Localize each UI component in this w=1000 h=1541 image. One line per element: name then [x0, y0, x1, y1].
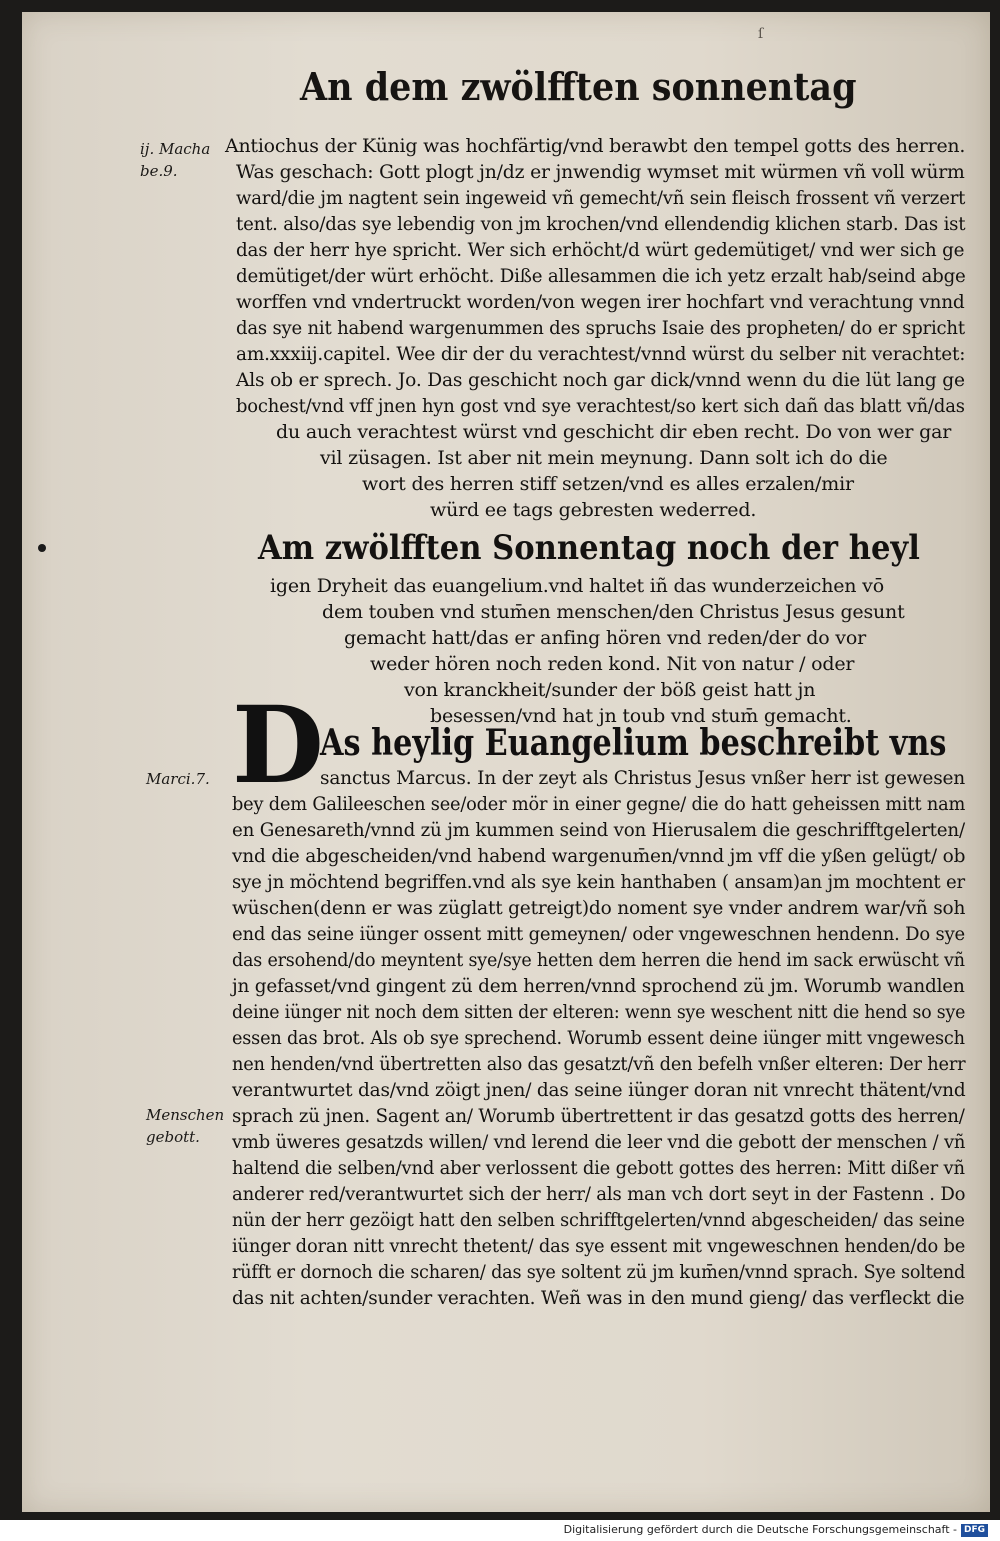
text-line: vmb üweres gesatzds willen/ vnd lerend die leer vnd die gebott der menschen / vñ: [232, 1131, 966, 1153]
text-line: vil züsagen. Ist aber nit mein meynung. Dann solt ich do die: [320, 447, 888, 469]
ink-dot: [38, 544, 46, 552]
text-line: sprach zü jnen. Sagent an/ Worumb übertrettent ir das gesatzd gotts des herren/: [232, 1105, 965, 1127]
text-line: Antiochus der Künig was hochfärtig/vnd berawbt den tempel gotts des herren.: [225, 135, 966, 157]
heading-line: gemacht hatt/das er anfing hören vnd reden/der do vor: [344, 627, 866, 649]
text-line: du auch verachtest würst vnd geschicht dir eben recht. Do von wer gar: [276, 421, 952, 443]
margin-note-menschen: Menschen gebott.: [146, 1106, 225, 1146]
running-head: An dem zwölfften sonnentag: [300, 64, 857, 109]
text-line: das sye nit habend wargenummen des spruchs Isaie des propheten/ do er spricht: [236, 317, 965, 339]
heading-line: weder hören noch reden kond. Nit von natur / oder: [370, 653, 855, 675]
heading-line: igen Dryheit das euangelium.vnd haltet iñ das wunderzeichen vō: [270, 575, 884, 597]
text-line: wort des herren stiff setzen/vnd es alles erzalen/mir: [362, 473, 854, 495]
footer-text: Digitalisierung gefördert durch die Deutsche Forschungsgemeinschaft -: [563, 1523, 957, 1536]
section-heading: Am zwölfften Sonnentag noch der heyl: [258, 528, 920, 568]
text-line: rüfft er dornoch die scharen/ das sye soltent zü jm kum̄en/vnnd sprach. Sye soltend: [232, 1261, 966, 1283]
text-line: vnd die abgescheiden/vnd habend wargenum̄en/vnnd jm vff die yßen gelügt/ ob: [232, 845, 966, 867]
heading-line: von kranckheit/sunder der böß geist hatt jn: [404, 679, 816, 701]
text-line: sanctus Marcus. In der zeyt als Christus Jesus vnßer herr ist gewesen: [320, 767, 966, 789]
text-line: nen henden/vnd übertretten also das gesatzt/vñ den befelh vnßer elteren: Der herr: [232, 1053, 966, 1075]
text-line: haltend die selben/vnd aber verlossent die gebott gottes des herren: Mitt dißer vñ: [232, 1157, 965, 1179]
text-line: nün der herr gezöigt hatt den selben schrifftgelerten/vnnd abgescheiden/ das seine: [232, 1209, 965, 1231]
text-line: wüschen(denn er was züglatt getreigt)do noment sye vnder andrem war/vñ soh: [232, 897, 966, 919]
text-line: demütiget/der würt erhöcht. Diße allesammen die ich yetz erzalt hab/seind abge: [236, 265, 966, 287]
dfg-logo: DFG: [961, 1524, 988, 1537]
footer-credit: [564, 1521, 988, 1539]
text-line: anderer red/verantwurtet sich der herr/ als man vch dort seyt in der Fastenn . Do: [232, 1183, 966, 1205]
page-mark: ſ: [758, 26, 764, 42]
text-line: bochest/vnd vff jnen hyn gost vnd sye verachtest/so kert sich dañ das blatt vñ/das: [236, 395, 965, 417]
margin-note-marci: Marci.7.: [146, 770, 210, 788]
text-line: en Genesareth/vnnd zü jm kummen seind von Hierusalem die geschrifftgelerten/: [232, 819, 965, 841]
text-line: würd ee tags gebresten wederred.: [430, 499, 757, 521]
heading-line: besessen/vnd hat jn toub vnd stum̄ gemacht.: [430, 705, 852, 727]
text-line: verantwurtet das/vnd zöigt jnen/ das seine iünger doran nit vnrecht thätent/vnd: [232, 1079, 966, 1101]
text-line: am.xxxiij.capitel. Wee dir der du verachtest/vnnd würst du selber nit verachtet:: [236, 343, 966, 365]
text-line: end das seine iünger ossent mitt gemeynen/ oder vngeweschnen hendenn. Do sye: [232, 923, 966, 945]
text-line: essen das brot. Als ob sye sprechend. Worumb essent deine iünger mitt vngewesch: [232, 1027, 965, 1049]
gospel-heading: As heylig Euangelium beschreibt vns: [320, 722, 947, 764]
text-line: Als ob er sprech. Jo. Das geschicht noch gar dick/vnnd wenn du die lüt lang ge: [236, 369, 965, 391]
margin-note-macha: ij. Macha be.9.: [140, 140, 211, 180]
text-line: jn gefasset/vnd gingent zü dem herren/vnnd sprochend zü jm. Worumb wandlen: [232, 975, 965, 997]
text-line: tent. also/das sye lebendig von jm krochen/vnd ellendendig klichen starb. Das ist: [236, 213, 966, 235]
heading-line: dem touben vnd stum̄en menschen/den Christus Jesus gesunt: [322, 601, 905, 623]
text-line: ward/die jm nagtent sein ingeweid vñ gemecht/vñ sein fleisch frossent vñ verzert: [236, 187, 966, 209]
text-line: das ersohend/do meyntent sye/sye hetten dem herren die hend im sack erwüscht vñ: [232, 949, 965, 971]
text-line: deine iünger nit noch dem sitten der elteren: wenn sye weschent nitt die hend so sye: [232, 1001, 966, 1023]
text-line: das der herr hye spricht. Wer sich erhöcht/d würt gedemütiget/ vnd wer sich ge: [236, 239, 965, 261]
text-line: das nit achten/sunder verachten. Weñ was in den mund gieng/ das verfleckt die: [232, 1287, 965, 1309]
text-line: Was geschach: Gott plogt jn/dz er jnwendig wymset mit würmen vñ voll würm: [236, 161, 965, 183]
text-line: worffen vnd vndertruckt worden/von wegen irer hochfart vnd verachtung vnnd: [236, 291, 965, 313]
text-line: iünger doran nitt vnrecht thetent/ das sye essent mit vngeweschnen henden/do be: [232, 1235, 966, 1257]
text-line: sye jn möchtend begriffen.vnd als sye kein hanthaben ( ansam)an jm mochtent er: [232, 871, 965, 893]
text-line: bey dem Galileeschen see/oder mör in einer gegne/ die do hatt geheissen mitt nam: [232, 793, 966, 815]
initial-capital: D: [232, 682, 324, 807]
